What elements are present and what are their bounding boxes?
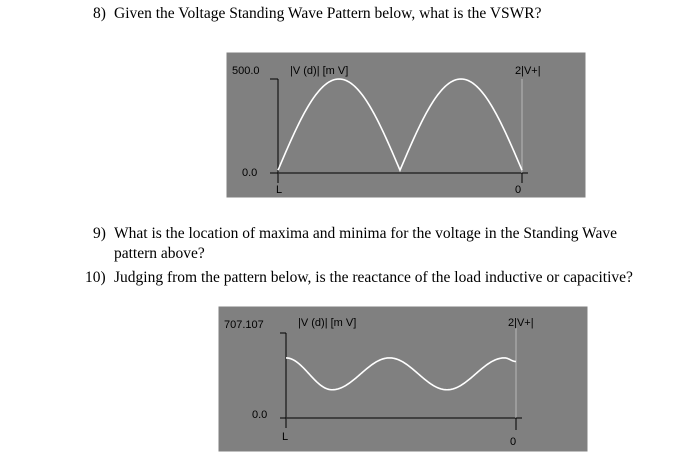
- plot-1-title: |V (d)| [m V]: [290, 65, 349, 77]
- plot-1-x-right-label: 0: [515, 184, 522, 196]
- plot-1-right-label: 2|V+|: [515, 65, 541, 77]
- question-number: 9): [93, 225, 106, 242]
- plot-2-title: |V (d)| [m V]: [298, 317, 357, 329]
- question-text-line-2: pattern above?: [114, 245, 205, 262]
- question-text: Judging from the pattern below, is the reactance of the load inductive or capacitive?: [114, 269, 633, 286]
- question-9: [93, 224, 617, 264]
- plot-1-x-left-label: L: [276, 184, 283, 196]
- question-number: 8): [93, 5, 106, 22]
- standing-wave-plot-2: [218, 306, 588, 452]
- plot-2-x-right-label: 0: [510, 436, 517, 448]
- question-8: [93, 4, 542, 24]
- plot-2-svg: [218, 306, 588, 452]
- plot-1-ymin-label: 0.0: [242, 167, 258, 179]
- plot-2-ymax-label: 707.107: [224, 319, 264, 331]
- plot-2-right-label: 2|V+|: [508, 317, 534, 329]
- plot-2-ymin-label: 0.0: [252, 409, 268, 421]
- plot-2-x-left-label: L: [282, 431, 289, 443]
- question-text-line-1: What is the location of maxima and minima for the voltage in the Standing Wave: [114, 225, 617, 242]
- question-text: Given the Voltage Standing Wave Pattern below, what is the VSWR?: [114, 5, 542, 22]
- question-number: 10): [85, 269, 106, 286]
- plot-1-svg: [226, 52, 586, 198]
- standing-wave-plot-1: [226, 52, 586, 198]
- question-10: [85, 268, 633, 288]
- plot-1-ymax-label: 500.0: [232, 65, 260, 77]
